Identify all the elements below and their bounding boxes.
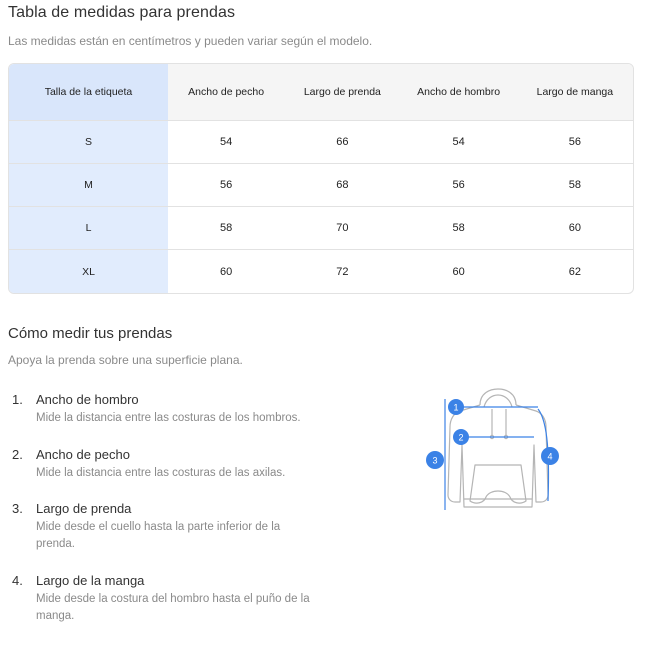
size-cell: S	[9, 120, 168, 163]
table-row	[9, 207, 633, 250]
step-title: Largo de prenda	[36, 501, 132, 516]
step-description: Mide desde la costura del hombro hasta el puño de la manga.	[36, 593, 310, 622]
value-cell: 66	[336, 135, 349, 148]
how-to-subtitle: Apoya la prenda sobre una superficie plana.	[8, 353, 243, 367]
step-title: Ancho de hombro	[36, 392, 139, 407]
step-title: Largo de la manga	[36, 573, 145, 588]
size-table-container	[8, 63, 634, 294]
step-number: 2.	[12, 447, 23, 462]
header-chest-width: Ancho de pecho	[188, 85, 265, 98]
value-cell: 58	[452, 222, 465, 235]
step-number: 1.	[12, 392, 23, 407]
value-cell: 54	[452, 135, 465, 148]
page-subtitle: Las medidas están en centímetros y pueden variar según el modelo.	[8, 34, 373, 48]
value-cell: 68	[336, 178, 349, 191]
header-garment-length: Largo de prenda	[303, 85, 381, 98]
value-cell: 60	[568, 222, 581, 235]
table-row	[9, 163, 633, 206]
step-number: 4.	[12, 573, 23, 588]
step-garment-length	[12, 501, 332, 553]
marker-4-icon	[541, 447, 559, 465]
step-sleeve-length	[12, 573, 332, 625]
marker-1-icon	[448, 399, 464, 415]
size-cell: L	[9, 207, 168, 250]
marker-3-icon	[426, 451, 444, 469]
size-cell: M	[9, 163, 168, 206]
page-title: Tabla de medidas para prendas	[8, 4, 236, 21]
step-shoulder-width	[12, 392, 332, 427]
table-row	[9, 120, 633, 163]
value-cell: 62	[568, 265, 581, 278]
marker-3-label: 3	[432, 455, 438, 466]
value-cell: 54	[220, 135, 233, 148]
value-cell: 60	[220, 265, 233, 278]
header-shoulder-width: Ancho de hombro	[417, 85, 501, 98]
value-cell: 72	[336, 265, 349, 278]
table-row	[9, 250, 633, 293]
step-number: 3.	[12, 501, 23, 516]
step-title: Ancho de pecho	[36, 447, 130, 462]
size-table	[9, 64, 633, 293]
size-cell: XL	[9, 250, 168, 293]
step-chest-width	[12, 447, 332, 482]
step-description: Mide la distancia entre las costuras de los hombros.	[36, 412, 301, 424]
table-header-row	[9, 64, 633, 120]
step-description: Mide desde el cuello hasta la parte inferior de la prenda.	[36, 521, 281, 550]
value-cell: 58	[220, 222, 233, 235]
header-sleeve-length: Largo de manga	[536, 85, 614, 98]
value-cell: 56	[452, 178, 465, 191]
marker-4-label: 4	[547, 451, 553, 462]
hoodie-measurement-icon	[420, 385, 565, 515]
value-cell: 60	[452, 265, 465, 278]
marker-2-icon	[453, 429, 469, 445]
value-cell: 70	[336, 222, 349, 235]
step-description: Mide la distancia entre las costuras de las axilas.	[36, 467, 286, 479]
value-cell: 56	[220, 178, 233, 191]
how-to-title: Cómo medir tus prendas	[8, 325, 173, 342]
marker-1-label: 1	[453, 402, 459, 413]
value-cell: 58	[568, 178, 581, 191]
marker-2-label: 2	[458, 432, 464, 443]
header-size-label: Talla de la etiqueta	[9, 64, 168, 120]
value-cell: 56	[568, 135, 581, 148]
